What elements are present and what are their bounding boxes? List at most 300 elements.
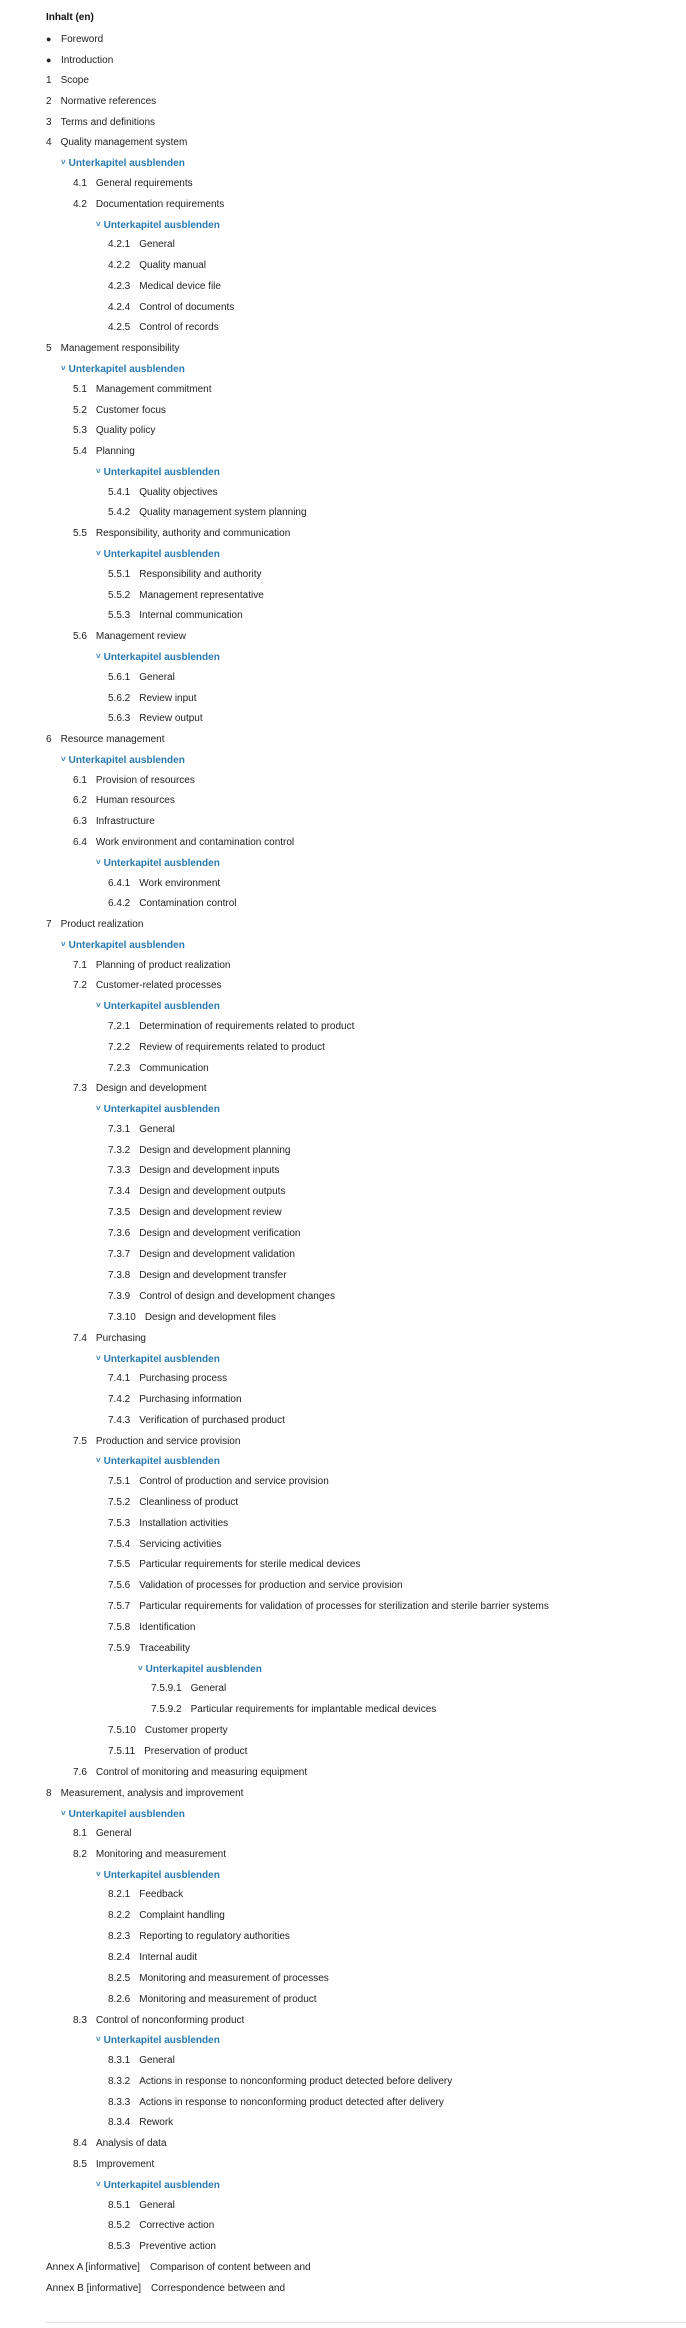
section-title-link[interactable]: General xyxy=(139,238,175,250)
toggle-label[interactable]: Unterkapitel ausblenden xyxy=(103,549,220,561)
section-title-link[interactable]: Verification of purchased product xyxy=(139,1414,285,1426)
hide-subchapters-toggle[interactable] xyxy=(0,1805,686,1824)
section-title-link[interactable]: Communication xyxy=(139,1062,209,1074)
toggle-label[interactable]: Unterkapitel ausblenden xyxy=(103,467,220,479)
section-number: 7.5.8 xyxy=(108,1622,131,1634)
section-title-link[interactable]: Determination of requirements related to product xyxy=(139,1020,355,1032)
toc-item[interactable] xyxy=(0,668,686,689)
toc-item[interactable] xyxy=(0,833,686,854)
toc-item[interactable] xyxy=(0,1141,686,1162)
toc-item[interactable] xyxy=(0,1597,686,1618)
toc-item[interactable] xyxy=(0,524,686,545)
hide-subchapters-toggle[interactable] xyxy=(0,997,686,1016)
section-title-link[interactable]: Feedback xyxy=(139,1889,184,1901)
toc-item[interactable] xyxy=(0,2216,686,2237)
toc-item[interactable] xyxy=(0,586,686,607)
section-title-link[interactable]: Management review xyxy=(95,631,186,643)
section-title-link[interactable]: Internal audit xyxy=(139,1951,198,1963)
section-title-link[interactable]: Responsibility and authority xyxy=(139,568,262,580)
toc-item[interactable] xyxy=(0,1824,686,1845)
section-number: 8.2.6 xyxy=(108,1993,131,2005)
section-title-link[interactable]: Particular requirements for sterile medical devices xyxy=(139,1559,361,1571)
section-title-link[interactable]: General xyxy=(139,2199,175,2211)
annex-label: Annex B [informative] xyxy=(46,2283,142,2295)
chevron-down-icon: ˅ xyxy=(96,1001,101,1011)
section-title-link[interactable]: Design and development validation xyxy=(139,1249,295,1261)
toc-item[interactable] xyxy=(0,2258,686,2279)
toc-item[interactable] xyxy=(0,1059,686,1080)
toggle-label[interactable]: Unterkapitel ausblenden xyxy=(103,652,220,664)
section-number: 6.2 xyxy=(73,795,87,807)
toc-item[interactable] xyxy=(0,92,686,113)
toggle-label[interactable]: Unterkapitel ausblenden xyxy=(103,1104,220,1116)
section-title-link[interactable]: Preventive action xyxy=(139,2241,216,2253)
section-title-link[interactable]: Scope xyxy=(60,74,89,86)
section-title-link[interactable]: Infrastructure xyxy=(95,816,155,828)
section-title-link[interactable]: Contamination control xyxy=(139,898,237,910)
section-title-link[interactable]: General xyxy=(190,1683,227,1695)
section-title-link[interactable]: Control of design and development changes xyxy=(139,1290,335,1302)
section-title-link[interactable]: Management representative xyxy=(139,589,264,601)
section-title-link[interactable]: Control of nonconforming product xyxy=(95,2014,245,2026)
toc-item[interactable] xyxy=(0,812,686,833)
toc-item[interactable] xyxy=(0,339,686,360)
hide-subchapters-toggle[interactable] xyxy=(0,2031,686,2050)
section-number: 5.6 xyxy=(73,631,87,643)
toc-item[interactable] xyxy=(0,2093,686,2114)
section-number: 7.5.6 xyxy=(108,1580,131,1592)
hide-subchapters-toggle[interactable] xyxy=(0,2176,686,2195)
section-title-link[interactable]: Servicing activities xyxy=(139,1538,222,1550)
hide-subchapters-toggle[interactable] xyxy=(0,545,686,564)
section-title-link[interactable]: Monitoring and measurement of product xyxy=(139,1993,317,2005)
section-title-link[interactable]: Correspondence between and xyxy=(151,2283,286,2295)
section-number: 8.2.3 xyxy=(108,1930,131,1942)
section-number: 7.4.3 xyxy=(108,1414,131,1426)
toggle-label[interactable]: Unterkapitel ausblenden xyxy=(68,1808,185,1820)
toc-item[interactable] xyxy=(0,401,686,422)
toc-item[interactable] xyxy=(0,2134,686,2155)
toc-item[interactable] xyxy=(0,1432,686,1453)
section-number: 8.5 xyxy=(73,2159,87,2171)
toc-item[interactable] xyxy=(0,195,686,216)
toggle-label[interactable]: Unterkapitel ausblenden xyxy=(68,940,185,952)
hide-subchapters-toggle[interactable] xyxy=(0,854,686,873)
section-number: 7.4.2 xyxy=(108,1393,131,1405)
toc-item[interactable] xyxy=(0,1472,686,1493)
section-number: 7.2.1 xyxy=(108,1020,131,1032)
toc-item[interactable] xyxy=(0,1245,686,1266)
toc-heading: Inhalt (en) xyxy=(46,12,94,23)
section-number: 7.5.4 xyxy=(108,1538,131,1550)
toc-item[interactable] xyxy=(0,1679,686,1700)
chevron-down-icon: ˅ xyxy=(96,1104,101,1114)
chevron-down-icon: ˅ xyxy=(138,1663,143,1673)
section-number: 5.6.2 xyxy=(108,692,131,704)
section-number: 4.2.2 xyxy=(108,259,131,271)
chevron-down-icon: ˅ xyxy=(61,364,66,374)
section-title-link[interactable]: Design and development verification xyxy=(139,1228,301,1240)
toc-item[interactable] xyxy=(0,2072,686,2093)
toc-item[interactable] xyxy=(0,29,686,50)
section-number: 7.3.8 xyxy=(108,1269,131,1281)
toc-item[interactable] xyxy=(0,2011,686,2032)
toc-item[interactable] xyxy=(0,277,686,298)
section-number: 4.2.3 xyxy=(108,280,131,292)
section-title-link[interactable]: Measurement, analysis and improvement xyxy=(60,1787,244,1799)
section-title-link[interactable]: Terms and definitions xyxy=(60,116,156,128)
section-number: 8.3 xyxy=(73,2014,87,2026)
section-title-link[interactable]: Resource management xyxy=(60,734,165,746)
section-number: 7.2.2 xyxy=(108,1041,131,1053)
toc-item[interactable] xyxy=(0,730,686,751)
section-title-link[interactable]: General xyxy=(139,1123,175,1135)
toc-item[interactable] xyxy=(0,1927,686,1948)
toc-item[interactable] xyxy=(0,235,686,256)
section-title-link[interactable]: Corrective action xyxy=(139,2220,215,2232)
section-number: 7.5 xyxy=(73,1435,87,1447)
toc-item[interactable] xyxy=(0,298,686,319)
section-title-link[interactable]: Normative references xyxy=(60,95,157,107)
toc-item[interactable] xyxy=(0,1329,686,1350)
section-number: 5.6.1 xyxy=(108,671,131,683)
section-title-link[interactable]: Design and development outputs xyxy=(139,1186,286,1198)
section-title-link[interactable]: Design and development review xyxy=(139,1207,282,1219)
toc-item[interactable] xyxy=(0,174,686,195)
toc-item[interactable] xyxy=(0,1203,686,1224)
toc-item[interactable] xyxy=(0,1700,686,1721)
section-number: 8.3.1 xyxy=(108,2054,131,2066)
chevron-down-icon: ˅ xyxy=(96,858,101,868)
hide-subchapters-toggle[interactable] xyxy=(0,154,686,173)
hide-subchapters-toggle[interactable] xyxy=(0,751,686,770)
section-number: 4.2.1 xyxy=(108,238,131,250)
toc-item[interactable] xyxy=(0,1017,686,1038)
section-title-link[interactable]: Review output xyxy=(139,713,203,725)
toc-item[interactable] xyxy=(0,894,686,915)
toc-item[interactable] xyxy=(0,1618,686,1639)
section-title-link[interactable]: Human resources xyxy=(95,795,175,807)
hide-subchapters-toggle[interactable] xyxy=(0,1100,686,1119)
toggle-label[interactable]: Unterkapitel ausblenden xyxy=(103,2180,220,2192)
section-title-link[interactable]: Control of records xyxy=(139,322,219,334)
section-title-link[interactable]: Quality policy xyxy=(95,425,156,437)
toc-item[interactable] xyxy=(0,2155,686,2176)
section-number: 7.2 xyxy=(73,980,87,992)
hide-subchapters-toggle[interactable] xyxy=(0,1660,686,1679)
section-number: 8.2.4 xyxy=(108,1951,131,1963)
section-number: 4.2 xyxy=(73,198,87,210)
section-number: 7.5.9.1 xyxy=(151,1683,182,1695)
section-title-link[interactable]: Product realization xyxy=(60,919,144,931)
section-title-link[interactable]: Control of documents xyxy=(139,301,235,313)
toc-item[interactable] xyxy=(0,1742,686,1763)
section-title-link[interactable]: Customer-related processes xyxy=(95,980,222,992)
section-title-link[interactable]: Comparison of content between and xyxy=(149,2262,311,2274)
toggle-label[interactable]: Unterkapitel ausblenden xyxy=(145,1663,262,1675)
section-number: 5.4.2 xyxy=(108,507,131,519)
section-number: 6.4.2 xyxy=(108,898,131,910)
toc-item[interactable] xyxy=(0,1576,686,1597)
toc-item[interactable] xyxy=(0,689,686,710)
toggle-label[interactable]: Unterkapitel ausblenden xyxy=(68,364,185,376)
section-title-link[interactable]: Design and development inputs xyxy=(139,1165,280,1177)
toc-item[interactable] xyxy=(0,1763,686,1784)
section-title-link[interactable]: Foreword xyxy=(61,34,104,45)
section-title-link[interactable]: Improvement xyxy=(95,2159,155,2171)
hide-subchapters-toggle[interactable] xyxy=(0,463,686,482)
section-title-link[interactable]: General xyxy=(139,671,175,683)
toc-item[interactable] xyxy=(0,1555,686,1576)
section-title-link[interactable]: Monitoring and measurement of processes xyxy=(139,1972,329,1984)
section-title-link[interactable]: Medical device file xyxy=(139,280,221,292)
section-number: 8.3.3 xyxy=(108,2096,131,2108)
section-title-link[interactable]: Design and development files xyxy=(144,1311,277,1323)
section-number: 7 xyxy=(46,919,52,931)
section-title-link[interactable]: Particular requirements for implantable medical devices xyxy=(190,1704,437,1716)
table-of-contents xyxy=(0,29,686,2300)
toc-item[interactable] xyxy=(0,1266,686,1287)
toc-item[interactable] xyxy=(0,1287,686,1308)
chevron-down-icon: ˅ xyxy=(96,2035,101,2045)
section-number: 6.1 xyxy=(73,774,87,786)
section-title-link[interactable]: Customer focus xyxy=(95,404,166,416)
section-title-link[interactable]: Design and development transfer xyxy=(139,1269,287,1281)
section-title-link[interactable]: General xyxy=(95,1827,132,1839)
section-number: 8.4 xyxy=(73,2138,87,2150)
toc-item[interactable] xyxy=(0,2237,686,2258)
toc-item[interactable] xyxy=(0,771,686,792)
chevron-down-icon: ˅ xyxy=(96,1456,101,1466)
section-title-link[interactable]: Responsibility, authority and communication xyxy=(95,528,291,540)
section-number: 7.2.3 xyxy=(108,1062,131,1074)
section-title-link[interactable]: Management commitment xyxy=(95,383,212,395)
toc-item[interactable] xyxy=(0,565,686,586)
section-title-link[interactable]: Quality manual xyxy=(139,259,206,271)
section-title-link[interactable]: Work environment xyxy=(139,877,221,889)
toc-item[interactable] xyxy=(0,1990,686,2011)
section-number: 8.1 xyxy=(73,1827,87,1839)
toc-item[interactable] xyxy=(0,627,686,648)
section-title-link[interactable]: Introduction xyxy=(61,54,114,66)
section-number: 6 xyxy=(46,734,52,746)
section-title-link[interactable]: Customer property xyxy=(144,1725,228,1737)
section-number: 8.2.1 xyxy=(108,1889,131,1901)
section-title-link[interactable]: Control of production and service provision xyxy=(139,1475,329,1487)
section-number: 2 xyxy=(46,95,52,107)
section-number: 5.5.1 xyxy=(108,568,131,580)
toc-item[interactable] xyxy=(0,1906,686,1927)
toc-item[interactable] xyxy=(0,71,686,92)
toc-item[interactable] xyxy=(0,1390,686,1411)
toc-item[interactable] xyxy=(0,1079,686,1100)
section-number: 7.4 xyxy=(73,1332,87,1344)
toc-item[interactable] xyxy=(0,1969,686,1990)
toc-item[interactable] xyxy=(0,1038,686,1059)
section-number: 8 xyxy=(46,1787,52,1799)
section-title-link[interactable]: Quality management system xyxy=(60,137,188,149)
chevron-down-icon: ˅ xyxy=(61,940,66,950)
toc-item[interactable] xyxy=(0,1369,686,1390)
toc-item[interactable] xyxy=(0,1845,686,1866)
toc-item[interactable] xyxy=(0,318,686,339)
toggle-label[interactable]: Unterkapitel ausblenden xyxy=(68,158,185,170)
toc-item[interactable] xyxy=(0,1411,686,1432)
hide-subchapters-toggle[interactable] xyxy=(0,216,686,235)
section-number: 5.2 xyxy=(73,404,87,416)
toc-item[interactable] xyxy=(0,256,686,277)
section-title-link[interactable]: Cleanliness of product xyxy=(139,1496,239,1508)
toc-item[interactable] xyxy=(0,1948,686,1969)
section-number: 7.5.2 xyxy=(108,1496,131,1508)
divider xyxy=(46,2322,686,2323)
section-number: 7.5.3 xyxy=(108,1517,131,1529)
chevron-down-icon: ˅ xyxy=(61,158,66,168)
toc-item[interactable] xyxy=(0,483,686,504)
toc-item[interactable] xyxy=(0,50,686,71)
section-number: 5.4 xyxy=(73,446,87,458)
toc-item[interactable] xyxy=(0,976,686,997)
hide-subchapters-toggle[interactable] xyxy=(0,648,686,667)
section-number: 8.3.2 xyxy=(108,2075,131,2087)
section-title-link[interactable]: Purchasing xyxy=(95,1332,146,1344)
toc-item[interactable] xyxy=(0,2196,686,2217)
section-title-link[interactable]: Design and development xyxy=(95,1083,207,1095)
section-title-link[interactable]: Preservation of product xyxy=(144,1745,248,1757)
section-title-link[interactable]: Traceability xyxy=(139,1642,191,1654)
section-title-link[interactable]: Actions in response to nonconforming product detected before delivery xyxy=(139,2075,453,2087)
chevron-down-icon: ˅ xyxy=(96,1353,101,1363)
section-title-link[interactable]: Complaint handling xyxy=(139,1910,225,1922)
section-title-link[interactable]: Purchasing information xyxy=(139,1393,242,1405)
toc-item[interactable] xyxy=(0,1639,686,1660)
toggle-label[interactable]: Unterkapitel ausblenden xyxy=(68,755,185,767)
section-number: 5.3 xyxy=(73,425,87,437)
section-number: 7.3.3 xyxy=(108,1165,131,1177)
toc-item[interactable] xyxy=(0,2113,686,2134)
toc-item[interactable] xyxy=(0,1120,686,1141)
section-number: 4 xyxy=(46,137,52,149)
toc-item[interactable] xyxy=(0,133,686,154)
section-title-link[interactable]: Rework xyxy=(139,2117,174,2129)
section-number: 8.2.5 xyxy=(108,1972,131,1984)
section-number: 4.1 xyxy=(73,177,87,189)
section-number: 7.3.9 xyxy=(108,1290,131,1302)
toc-item[interactable] xyxy=(0,709,686,730)
toc-item[interactable] xyxy=(0,791,686,812)
hide-subchapters-toggle[interactable] xyxy=(0,1452,686,1471)
section-title-link[interactable]: Management responsibility xyxy=(60,343,180,355)
toggle-label[interactable]: Unterkapitel ausblenden xyxy=(103,1869,220,1881)
toc-item[interactable] xyxy=(0,503,686,524)
section-title-link[interactable]: Planning of product realization xyxy=(95,959,231,971)
section-title-link[interactable]: Purchasing process xyxy=(139,1372,228,1384)
section-title-link[interactable]: Analysis of data xyxy=(95,2138,167,2150)
section-title-link[interactable]: Internal communication xyxy=(139,610,243,622)
section-title-link[interactable]: Validation of processes for production and service provision xyxy=(139,1580,403,1592)
section-title-link[interactable]: Quality objectives xyxy=(139,486,218,498)
section-number: 8.5.2 xyxy=(108,2220,131,2232)
toggle-label[interactable]: Unterkapitel ausblenden xyxy=(103,1456,220,1468)
section-title-link[interactable]: Actions in response to nonconforming product detected after delivery xyxy=(139,2096,444,2108)
section-title-link[interactable]: Quality management system planning xyxy=(139,507,307,519)
section-title-link[interactable]: Particular requirements for validation of processes for sterilization and sterile barrier systems xyxy=(139,1601,549,1613)
section-title-link[interactable]: Work environment and contamination control xyxy=(95,837,295,849)
section-number: 7.3.1 xyxy=(108,1123,131,1135)
toc-item[interactable] xyxy=(0,606,686,627)
toc-item[interactable] xyxy=(0,956,686,977)
toc-item[interactable] xyxy=(0,1721,686,1742)
chevron-down-icon: ˅ xyxy=(96,549,101,559)
hide-subchapters-toggle[interactable] xyxy=(0,936,686,955)
toc-item[interactable] xyxy=(0,1224,686,1245)
toc-item[interactable] xyxy=(0,1535,686,1556)
toc-item[interactable] xyxy=(0,915,686,936)
section-number: 5.5.3 xyxy=(108,610,131,622)
section-title-link[interactable]: General xyxy=(139,2054,175,2066)
toc-item[interactable] xyxy=(0,2051,686,2072)
toc-item[interactable] xyxy=(0,113,686,134)
section-title-link[interactable]: General requirements xyxy=(95,177,193,189)
toc-item[interactable] xyxy=(0,1308,686,1329)
toggle-label[interactable]: Unterkapitel ausblenden xyxy=(103,1001,220,1013)
toc-item[interactable] xyxy=(0,1784,686,1805)
toc-item[interactable] xyxy=(0,421,686,442)
bullet-icon: ● xyxy=(46,34,52,44)
section-number: 7.5.11 xyxy=(108,1745,136,1757)
section-title-link[interactable]: Installation activities xyxy=(139,1517,229,1529)
section-title-link[interactable]: Identification xyxy=(139,1622,196,1634)
section-title-link[interactable]: Provision of resources xyxy=(95,774,195,786)
section-number: 8.5.3 xyxy=(108,2241,131,2253)
toc-item[interactable] xyxy=(0,2279,686,2300)
hide-subchapters-toggle[interactable] xyxy=(0,1350,686,1369)
toc-item[interactable] xyxy=(0,874,686,895)
section-number: 8.2 xyxy=(73,1848,87,1860)
hide-subchapters-toggle[interactable] xyxy=(0,360,686,379)
toggle-label[interactable]: Unterkapitel ausblenden xyxy=(103,858,220,870)
section-number: 7.1 xyxy=(73,959,87,971)
toc-item[interactable] xyxy=(0,442,686,463)
section-number: 5.6.3 xyxy=(108,713,131,725)
section-title-link[interactable]: Production and service provision xyxy=(95,1435,241,1447)
section-number: 3 xyxy=(46,116,52,128)
section-title-link[interactable]: Design and development planning xyxy=(139,1144,291,1156)
toc-item[interactable] xyxy=(0,380,686,401)
hide-subchapters-toggle[interactable] xyxy=(0,1866,686,1885)
section-title-link[interactable]: Reporting to regulatory authorities xyxy=(139,1930,290,1942)
toc-item[interactable] xyxy=(0,1493,686,1514)
section-title-link[interactable]: Monitoring and measurement xyxy=(95,1848,226,1860)
toggle-label[interactable]: Unterkapitel ausblenden xyxy=(103,219,220,231)
toc-item[interactable] xyxy=(0,1182,686,1203)
toc-item[interactable] xyxy=(0,1161,686,1182)
section-number: 7.5.9 xyxy=(108,1642,131,1654)
section-number: 8.2.2 xyxy=(108,1910,131,1922)
toggle-label[interactable]: Unterkapitel ausblenden xyxy=(103,2035,220,2047)
chevron-down-icon: ˅ xyxy=(61,1808,66,1818)
section-title-link[interactable]: Documentation requirements xyxy=(95,198,225,210)
toc-item[interactable] xyxy=(0,1514,686,1535)
section-title-link[interactable]: Planning xyxy=(95,446,135,458)
section-title-link[interactable]: Review input xyxy=(139,692,197,704)
chevron-down-icon: ˅ xyxy=(96,467,101,477)
section-title-link[interactable]: Review of requirements related to product xyxy=(139,1041,325,1053)
section-number: 4.2.4 xyxy=(108,301,131,313)
toc-item[interactable] xyxy=(0,1885,686,1906)
section-title-link[interactable]: Control of monitoring and measuring equipment xyxy=(95,1766,308,1778)
toggle-label[interactable]: Unterkapitel ausblenden xyxy=(103,1353,220,1365)
